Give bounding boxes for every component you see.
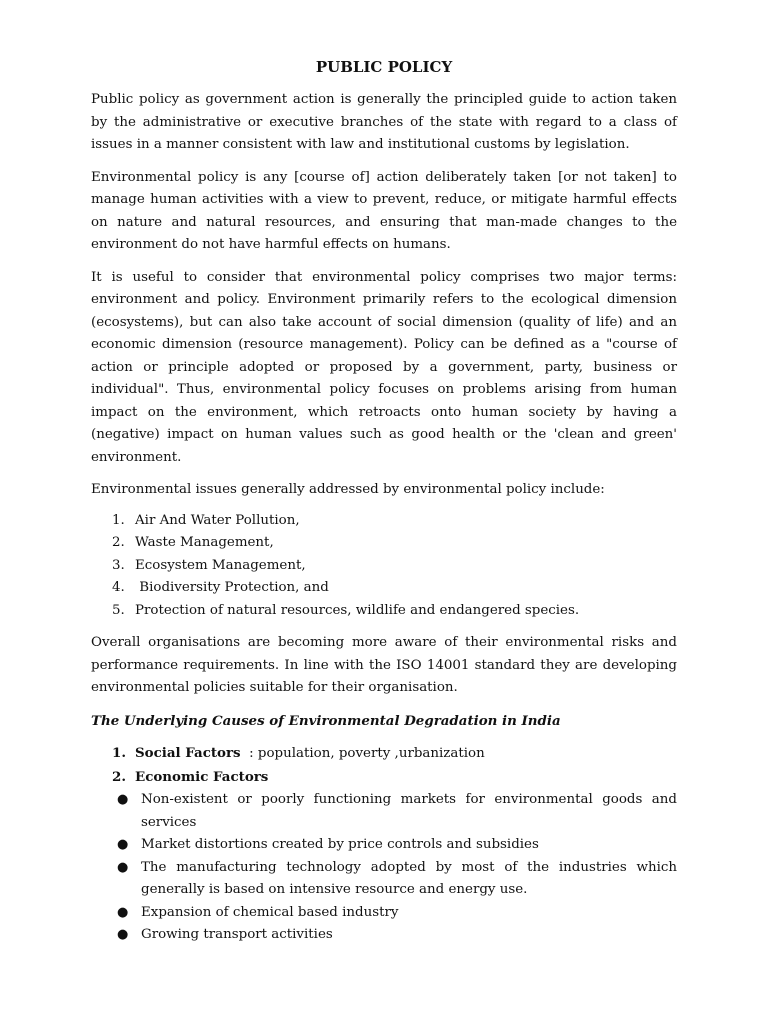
list-number: 1. — [112, 745, 126, 761]
list-number: 3. — [112, 557, 125, 573]
bullet-text: Market distortions created by price controls and subsidies — [141, 837, 539, 852]
list-item — [91, 577, 677, 600]
bullet-text: Expansion of chemical based industry — [141, 904, 399, 920]
list-item — [91, 532, 677, 555]
bullet-text: Growing transport activities — [141, 927, 333, 942]
list-item-text: Biodiversity Protection, and — [135, 580, 329, 595]
section-heading-causes: The Underlying Causes of Environmental Degradation in India — [91, 712, 561, 729]
bullet-item — [91, 857, 677, 902]
cause-label: Economic Factors — [135, 768, 269, 785]
paragraph-issues-intro: Environmental issues generally addressed by environmental policy include: — [91, 482, 605, 497]
bullet-item — [91, 834, 677, 857]
document-page — [91, 56, 677, 947]
list-item-text: Waste Management, — [135, 535, 274, 550]
bullet-icon: ● — [117, 837, 129, 852]
bullet-icon: ● — [117, 859, 129, 875]
issues-list — [91, 510, 677, 623]
causes-list — [91, 742, 677, 789]
cause-item-economic — [91, 766, 677, 790]
cause-item-social — [91, 742, 677, 766]
list-number: 4. — [112, 580, 125, 595]
bullet-item — [91, 902, 677, 925]
cause-label: Social Factors — [135, 745, 241, 761]
bullet-icon: ● — [117, 792, 129, 807]
list-number: 5. — [112, 602, 125, 618]
paragraph-environmental-policy: Environmental policy is any [course of] action deliberately taken [or not taken] to manage human activities with a view to prevent, reduce, or mitigate harmful effects on nature and natural resources, and ensuring that man-made changes to the environment do not have harmful effects on humans. — [91, 169, 677, 252]
economic-factors-list — [91, 789, 677, 947]
paragraph-terms: It is useful to consider that environmental policy comprises two major terms: environment and policy. Environment primarily refers to the ecological dimension (ecosystems), but can also take account of social dimension (quality of life) and an economic dimension (resource management). Policy can be defined as a "course of action or principle adopted or proposed by a government, party, business or individual". Thus, environmental policy focuses on problems arising from human impact on the environment, which retroacts onto human society by having a (negative) impact on human values such as good health or the 'clean and green' environment. — [91, 269, 677, 465]
page-title: PUBLIC POLICY — [315, 58, 453, 76]
list-item — [91, 510, 677, 533]
list-number: 1. — [112, 512, 125, 528]
bullet-text: The manufacturing technology adopted by most of the industries which generally is based on intensive resource and energy use. — [141, 859, 677, 897]
list-number: 2. — [112, 768, 126, 785]
paragraph-public-policy: Public policy as government action is generally the principled guide to action taken by the administrative or executive branches of the state with regard to a class of issues in a manner consistent with law and institutional customs by legislation. — [91, 92, 677, 152]
list-item-text: Protection of natural resources, wildlife and endangered species. — [135, 602, 580, 618]
bullet-item — [91, 924, 677, 947]
bullet-icon: ● — [117, 904, 129, 920]
list-item — [91, 555, 677, 578]
paragraph-iso-14001: Overall organisations are becoming more aware of their environmental risks and performance requirements. In line with the ISO 14001 standard they are developing environmental policies suitable for their organisation. — [91, 635, 677, 695]
list-item-text: Ecosystem Management, — [135, 557, 306, 573]
bullet-text: Non-existent or poorly functioning markets for environmental goods and services — [141, 792, 677, 830]
list-item — [91, 600, 677, 623]
list-number: 2. — [112, 535, 125, 550]
bullet-icon: ● — [117, 927, 129, 942]
bullet-item — [91, 789, 677, 834]
cause-detail: : population, poverty ,urbanization — [240, 746, 485, 761]
list-item-text: Air And Water Pollution, — [135, 512, 300, 528]
